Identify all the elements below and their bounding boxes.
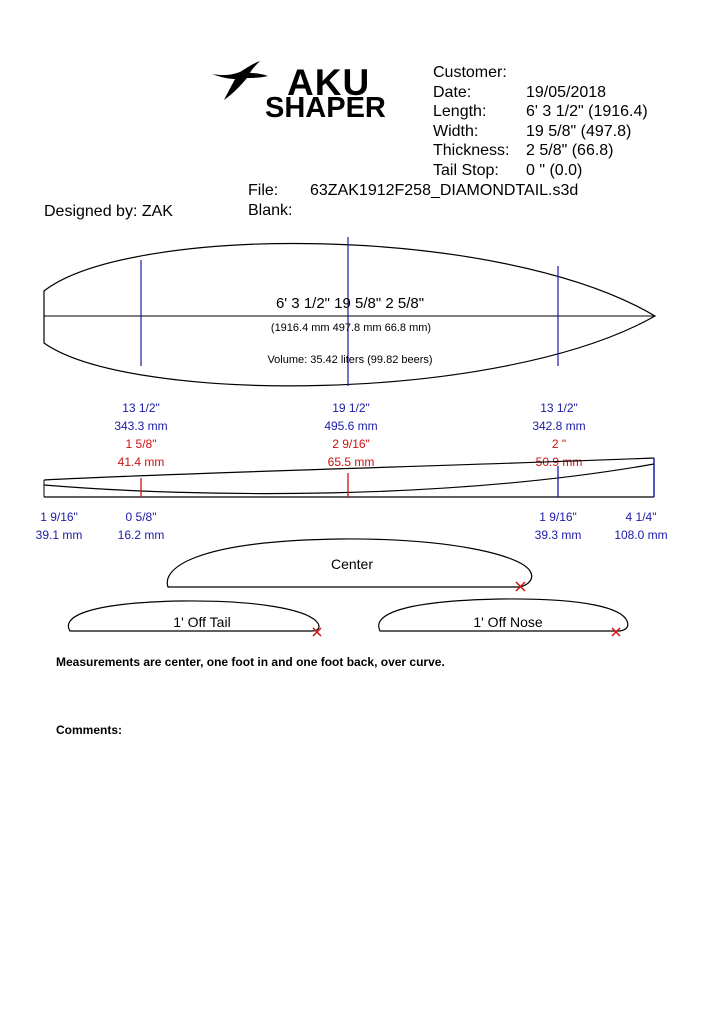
info-value-tail-stop: 0 " (0.0) bbox=[526, 162, 583, 179]
info-label-tail-stop: Tail Stop: bbox=[433, 162, 499, 179]
width-center-mm: 495.6 mm bbox=[324, 419, 378, 433]
thickness-tail-imperial: 1 5/8" bbox=[125, 437, 157, 451]
info-label-length: Length: bbox=[433, 103, 487, 120]
info-label-date: Date: bbox=[433, 84, 472, 101]
info-label-customer: Customer: bbox=[433, 64, 507, 81]
section-tail-label: 1' Off Tail bbox=[173, 614, 231, 630]
rocker-nose-end-imperial: 4 1/4" bbox=[625, 510, 657, 524]
width-tail-imperial: 13 1/2" bbox=[122, 401, 160, 415]
info-value-date: 19/05/2018 bbox=[526, 84, 607, 101]
thickness-tail-mm: 41.4 mm bbox=[117, 455, 165, 469]
rocker-nose-end-mm: 108.0 mm bbox=[614, 528, 668, 542]
outline-volume: Volume: 35.42 liters (99.82 beers) bbox=[267, 354, 433, 366]
thickness-nose-imperial: 2 " bbox=[551, 437, 567, 451]
rocker-nose-foot-mm: 39.3 mm bbox=[534, 528, 582, 542]
width-tail-mm: 343.3 mm bbox=[114, 419, 168, 433]
blank-label: Blank: bbox=[248, 202, 293, 219]
info-label-width: Width: bbox=[433, 123, 479, 140]
outline-dimensions: 6' 3 1/2" 19 5/8" 2 5/8" bbox=[275, 295, 425, 312]
section-nose-rail-mark bbox=[612, 628, 620, 636]
thickness-nose-mm: 50.9 mm bbox=[535, 455, 583, 469]
board-outline-view bbox=[0, 226, 724, 398]
cross-sections bbox=[0, 535, 724, 645]
file-name: 63ZAK1912F258_DIAMONDTAIL.s3d bbox=[310, 182, 579, 199]
rocker-nose-foot-imperial: 1 9/16" bbox=[539, 510, 577, 524]
thickness-center-imperial: 2 9/16" bbox=[332, 437, 370, 451]
info-value-width: 19 5/8" (497.8) bbox=[526, 123, 632, 140]
section-nose-label: 1' Off Nose bbox=[473, 614, 543, 630]
logo-word-aku: AKU bbox=[287, 62, 371, 103]
width-center-imperial: 19 1/2" bbox=[332, 401, 370, 415]
info-label-thickness: Thickness: bbox=[433, 142, 510, 159]
width-measure-tail bbox=[96, 399, 186, 435]
info-value-thickness: 2 5/8" (66.8) bbox=[526, 142, 614, 159]
comments-label: Comments: bbox=[56, 723, 123, 737]
designer-label: Designed by: ZAK bbox=[44, 203, 173, 220]
bird-icon bbox=[210, 60, 272, 102]
info-value-length: 6' 3 1/2" (1916.4) bbox=[526, 103, 648, 120]
section-center-label: Center bbox=[330, 556, 374, 572]
rocker-tail-end-mm: 39.1 mm bbox=[35, 528, 83, 542]
width-measure-center bbox=[306, 399, 396, 435]
thickness-center-mm: 65.5 mm bbox=[327, 455, 375, 469]
measurement-note: Measurements are center, one foot in and one foot back, over curve. bbox=[56, 655, 445, 669]
width-measure-nose bbox=[514, 399, 604, 435]
width-nose-imperial: 13 1/2" bbox=[540, 401, 578, 415]
logo-word-shaper: SHAPER bbox=[265, 92, 386, 124]
board-profile-view bbox=[0, 452, 724, 508]
outline-dimensions-mm: (1916.4 mm 497.8 mm 66.8 mm) bbox=[270, 322, 432, 334]
rocker-tail-end-imperial: 1 9/16" bbox=[40, 510, 78, 524]
profile-deck bbox=[44, 458, 654, 480]
rocker-tail-foot-imperial: 0 5/8" bbox=[125, 510, 157, 524]
file-label: File: bbox=[248, 182, 279, 199]
rocker-tail-foot-mm: 16.2 mm bbox=[117, 528, 165, 542]
width-nose-mm: 342.8 mm bbox=[532, 419, 586, 433]
